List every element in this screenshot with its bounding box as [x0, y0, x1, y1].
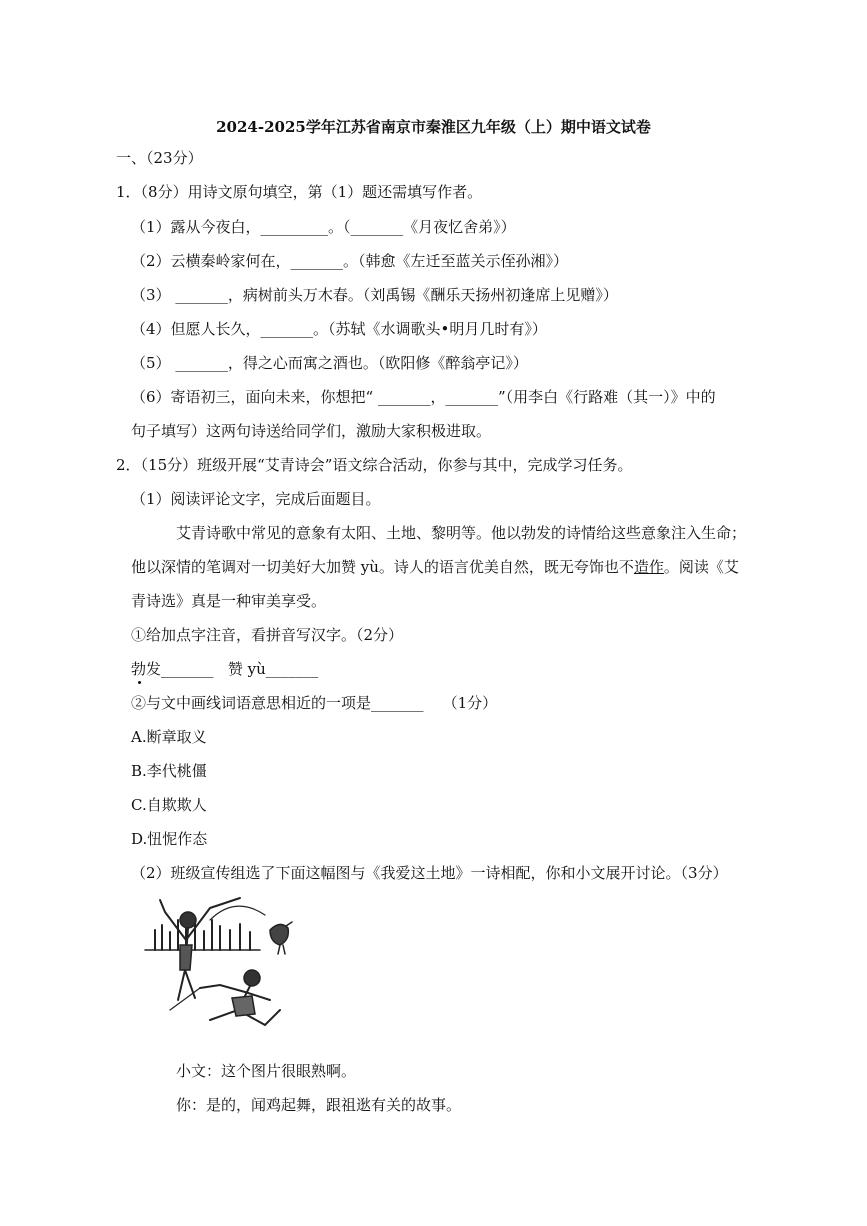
dotted-character: 勃: [131, 660, 147, 678]
option-c: C.自欺欺人: [131, 796, 207, 814]
q1-item-3: [131, 285, 618, 305]
exam-title: 2024-2025学年江苏省南京市秦淮区九年级（上）期中语文试卷: [216, 118, 651, 136]
pinyin-row: [131, 659, 318, 679]
q1-item-2: [131, 251, 568, 271]
q2-sub-1: （1）阅读评论文字，完成后面题目。: [131, 490, 381, 508]
q1-item-4: [131, 319, 547, 339]
q1-item-5: [131, 353, 528, 373]
answer-blank: _______: [175, 354, 228, 372]
answer-blank: _______: [445, 388, 499, 406]
item-text: ”（用李白《行路难（其一）》中的: [498, 388, 716, 406]
answer-blank: _______: [161, 660, 214, 678]
passage-line-1: 艾青诗歌中常见的意象有太阳、土地、黎明等。他以勃发的诗情给这些意象注入生命；: [176, 524, 747, 542]
item-text: （2）云横秦岭家何在，: [131, 252, 291, 270]
item-text: （6）寄语初三，面向未来，你想把“: [131, 388, 374, 406]
answer-blank: _______: [175, 286, 228, 304]
answer-blank: _______: [265, 660, 319, 678]
item-text: ，病树前头万木春。（刘禹锡《酬乐天扬州初逢席上见赠》）: [227, 286, 618, 304]
question-2-stem: 2．（15分）班级开展“艾青诗会”语文综合活动，你参与其中，完成学习任务。: [116, 456, 633, 474]
passage-line-3: 青诗选》真是一种审美享受。: [131, 592, 327, 610]
item-text: 。（苏轼《水调歌头•明月几时有》）: [313, 320, 547, 338]
q1-item-6-line1: [131, 387, 716, 407]
option-d: D.忸怩作态: [131, 830, 208, 848]
task-1: ①给加点字注音，看拼音写汉字。（2分）: [131, 626, 404, 644]
passage-text: 。阅读《艾: [663, 558, 739, 576]
underlined-word: 造作: [633, 558, 664, 576]
item-text: 《月夜忆舍弟》）: [403, 218, 516, 236]
task-2: [131, 693, 497, 713]
word-text: 发: [146, 660, 162, 678]
item-text: （5）: [131, 354, 171, 372]
passage-line-2: [131, 557, 739, 577]
answer-blank: _______: [371, 694, 424, 712]
item-text: ，: [430, 388, 446, 406]
answer-blank: _______: [290, 252, 344, 270]
answer-blank: _________: [260, 218, 329, 236]
item-text: 。（: [328, 218, 351, 236]
option-a: A.断章取义: [131, 728, 207, 746]
dialog-line-2: 你：是的，闻鸡起舞，跟祖逖有关的故事。: [176, 1096, 462, 1114]
task-text: ②与文中画线词语意思相近的一项是: [131, 694, 372, 712]
dialog-line-1: 小文：这个图片很眼熟啊。: [176, 1062, 357, 1080]
q1-item-6-line2: 句子填写）这两句诗送给同学们，激励大家积极进取。: [131, 422, 492, 440]
section-heading: 一、（23分）: [116, 149, 203, 167]
item-text: （4）但愿人长久，: [131, 320, 261, 338]
answer-blank: _______: [378, 388, 431, 406]
item-text: （1）露从今夜白，: [131, 218, 261, 236]
task-score: （1分）: [442, 694, 498, 712]
question-1-stem: 1．（8分）用诗文原句填空，第（1）题还需填写作者。: [116, 183, 483, 201]
item-text: ，得之心而寓之酒也。（欧阳修《醉翁亭记》）: [227, 354, 528, 372]
item-text: 。（韩愈《左迁至蓝关示侄孙湘》）: [343, 252, 569, 270]
passage-text: 他以深情的笔调对一切美好大加赞 yù。诗人的语言优美自然，既无夸饰也不: [131, 558, 634, 576]
option-b: B.李代桃僵: [131, 762, 207, 780]
illustration: [140, 890, 310, 1040]
answer-blank: _______: [350, 218, 404, 236]
q2-sub-2: （2）班级宣传组选了下面这幅图与《我爱这土地》一诗相配，你和小文展开讨论。（3分）: [131, 864, 728, 882]
word-text: 赞 yù: [227, 660, 266, 678]
item-text: （3）: [131, 286, 171, 304]
answer-blank: _______: [260, 320, 314, 338]
q1-item-1: [131, 217, 516, 237]
